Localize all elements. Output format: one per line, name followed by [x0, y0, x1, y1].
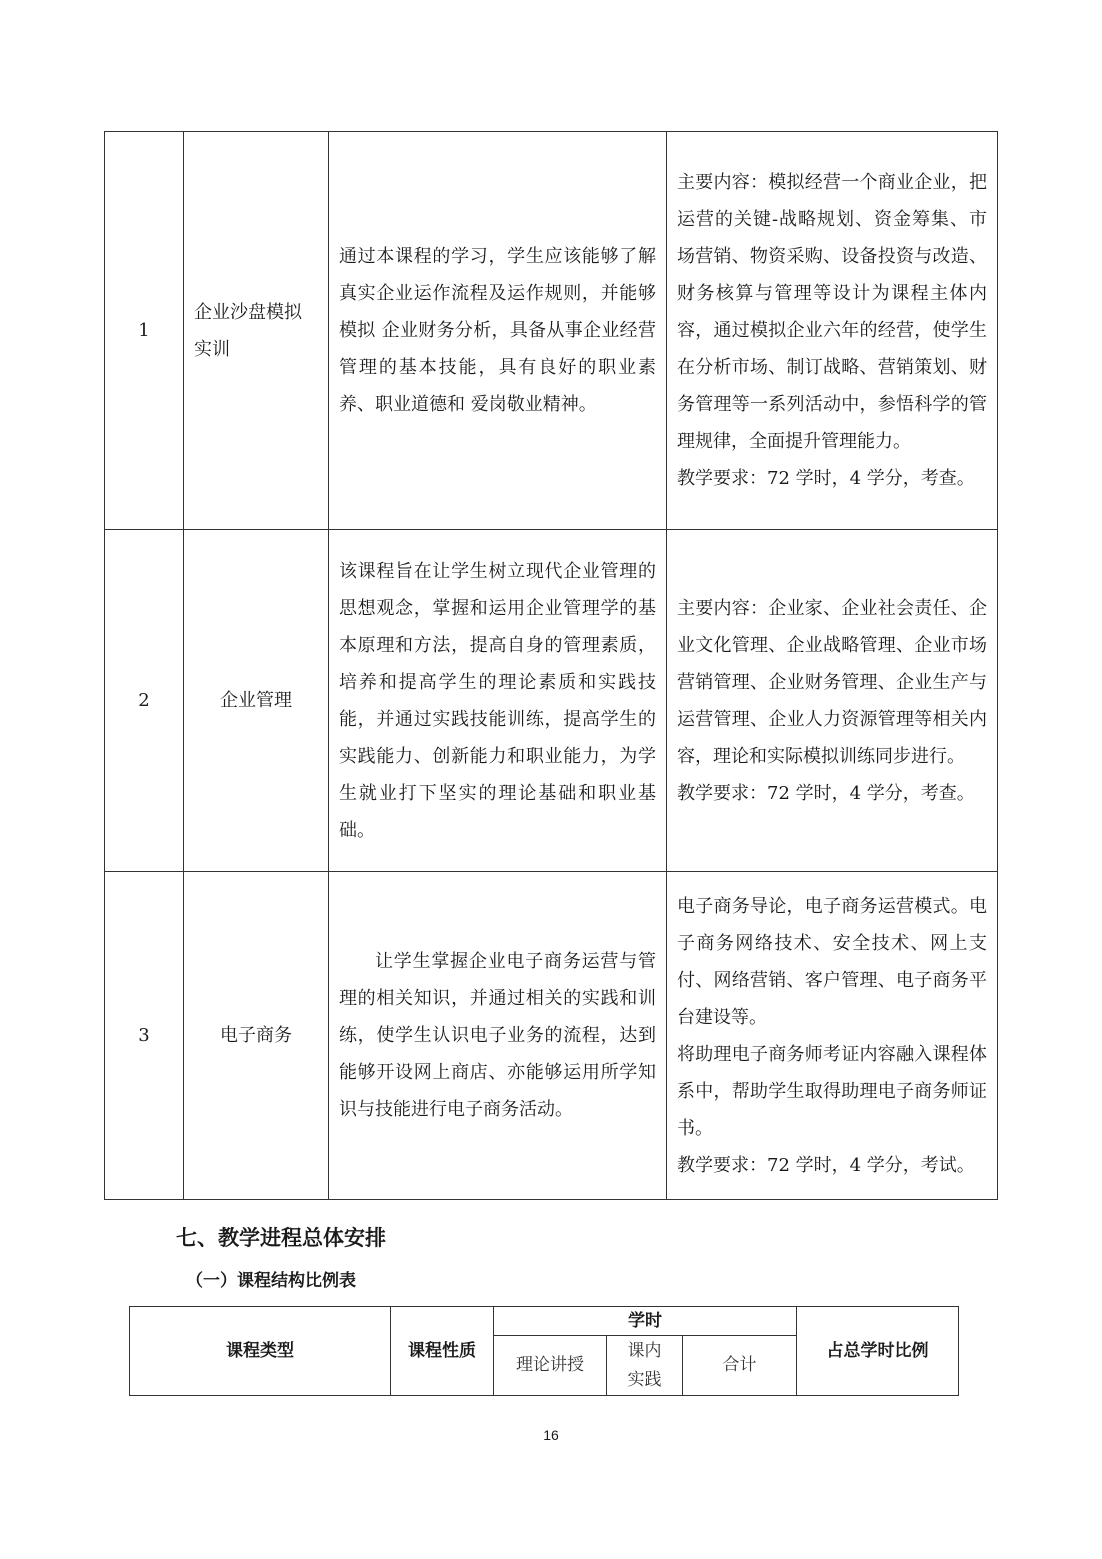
course-name: 电子商务: [184, 872, 329, 1200]
header-theory: 理论讲授: [494, 1336, 607, 1396]
table-row: [130, 1307, 959, 1336]
objective-text: 让学生掌握企业电子商务运营与管理的相关知识，并通过相关的实践和训练，使学生认识电子业务的流程，达到能够开设网上商店、亦能够运用所学知识与技能进行电子商务活动。: [339, 951, 656, 1120]
header-total: 合计: [683, 1336, 797, 1396]
content-text: 将助理电子商务师考证内容融入课程体系中，帮助学生取得助理电子商务师证书。: [677, 1043, 987, 1139]
sub-heading: （一）课程结构比例表: [186, 1271, 356, 1291]
course-content: [667, 132, 998, 530]
course-number: 2: [105, 530, 184, 872]
content-text: 主要内容：企业家、企业社会责任、企业文化管理、企业战略管理、企业市场营销管理、企业财务管理、企业生产与运营管理、企业人力资源管理等相关内容，理论和实际模拟训练同步进行。: [677, 597, 987, 767]
header-course-type: 课程类型: [130, 1307, 391, 1396]
course-name: 企业管理: [184, 530, 329, 872]
course-content: [667, 530, 998, 872]
course-name: 企业沙盘模拟实训: [184, 132, 329, 530]
section-heading: 七、教学进程总体安排: [176, 1226, 386, 1250]
header-hours: 学时: [494, 1307, 797, 1336]
course-number: 3: [105, 872, 184, 1200]
teaching-requirement: 教学要求：72 学时，4 学分，考查。: [677, 782, 975, 804]
header-practice: 课内实践: [607, 1336, 683, 1396]
course-content: [667, 872, 998, 1200]
content-text: 电子商务导论，电子商务运营模式。电子商务网络技术、安全技术、网上支付、网络营销、客户管理、电子商务平台建设等。: [677, 895, 987, 1028]
course-objective: [329, 872, 667, 1200]
course-description-table: [104, 131, 998, 1200]
header-ratio: 占总学时比例: [797, 1307, 959, 1396]
course-structure-table: [129, 1306, 959, 1396]
course-objective: 通过本课程的学习，学生应该能够了解真实企业运作流程及运作规则，并能够模拟 企业财务分析，具备从事企业经营管理的基本技能，具有良好的职业素养、职业道德和 爱岗敬业精神。: [329, 132, 667, 530]
header-course-nature: 课程性质: [391, 1307, 494, 1396]
content-text: 主要内容：模拟经营一个商业企业，把运营的关键-战略规划、资金筹集、市场营销、物资采购、设备投资与改造、财务核算与管理等设计为课程主体内容，通过模拟企业六年的经营，使学生在分析市场、制订战略、营销策划、财务管理等一系列活动中，参悟科学的管理规律，全面提升管理能力。: [677, 172, 987, 452]
table-row: [105, 872, 998, 1200]
table-row: [105, 530, 998, 872]
page-number: 16: [543, 1427, 559, 1443]
teaching-requirement: 教学要求：72 学时，4 学分，考查。: [677, 468, 975, 489]
table-row: [105, 132, 998, 530]
course-number: 1: [105, 132, 184, 530]
course-objective: 该课程旨在让学生树立现代企业管理的思想观念，掌握和运用企业管理学的基本原理和方法，提高自身的管理素质，培养和提高学生的理论素质和实践技能，并通过实践技能训练，提高学生的实践能力、创新能力和职业能力，为学生就业打下坚实的理论基础和职业基础。: [329, 530, 667, 872]
teaching-requirement: 教学要求：72 学时，4 学分，考试。: [677, 1154, 975, 1176]
